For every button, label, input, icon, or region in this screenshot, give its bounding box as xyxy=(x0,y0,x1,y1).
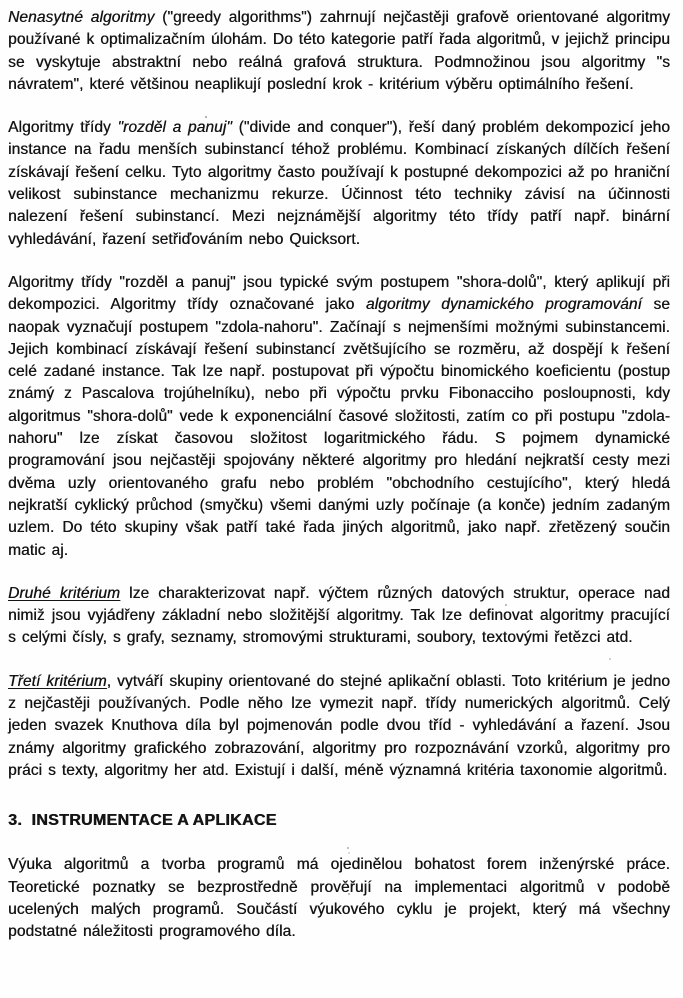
scan-speckles xyxy=(205,116,207,118)
italic-term: "rozděl a panuj" xyxy=(117,119,232,137)
paragraph xyxy=(8,671,670,782)
italic-term: Nenasytné algoritmy xyxy=(8,9,155,26)
text-run: Algoritmy třídy xyxy=(8,119,118,137)
text-run: se naopak vyznačují postupem "zdola-nahoru". Začínají s nejmenšími možnými subinstancemi. Jejich kombinací získávají řešení subinstancí zvětšujícího se rozměru, až dospějí k řešení celé zadané instance. Tak lze např. postupovat při výpočtu binomického koeficientu (postup známý z Pascalova trojúhelníku), nebo při výpočtu prvku Fibonacciho posloupnosti, kdy algoritmus "shora-dolů" vede k exponenciální časové složitosti, zatím co při postupu "zdola-nahoru" lze získat časovou složitost logaritmického řádu. S pojmem dynamické programování jsou nejčastěji spojovány některé algoritmy pro hledání nejkratší cesty mezi dvěma uzly orientovaného grafu nebo problém "obchodního cestujícího", který hledá nejkratší cyklický průchod (smyčku) všemi danými uzly počínaje (a konče) jedním zadaným uzlem. Do této skupiny však patří také řada jiných algoritmů, jako např. zřetězený součin matic aj. xyxy=(8,296,670,559)
paragraph xyxy=(8,272,670,562)
section-heading xyxy=(8,812,670,830)
underlined-term: Druhé kritérium xyxy=(8,584,121,602)
paragraph xyxy=(8,7,670,96)
text-run: ("divide and conquer"), řeší daný problém dekompozicí jeho instance na řadu menších subinstancí téhož problému. Kombinací získaných dílčích řešení získávají řešení celku. Tyto algoritmy často používají k postupné dekompozici až po hraniční velikost subinstance mechanizmu rekurze. Účinnost této techniky závisí na účinnosti nalezení řešení subinstancí. Mezi nejznámější algoritmy této třídy patří např. binární vyhledávání, řazení setřiďováním nebo Quicksort. xyxy=(8,119,670,248)
italic-term: algoritmy dynamického programování xyxy=(365,296,642,314)
document-body xyxy=(8,7,670,943)
paragraph xyxy=(8,854,670,943)
paragraph xyxy=(8,583,670,650)
text-run: Algoritmy třídy "rozděl a panuj" jsou typické svým postupem "shora-dolů", který aplikují při dekompozici. Algoritmy třídy označované jako xyxy=(8,273,670,314)
text-run: 3. INSTRUMENTACE A APLIKACE xyxy=(8,812,277,830)
text-run: lze charakterizovat např. výčtem různých datových struktur, operace nad nimiž jsou vyjádřeny základní nebo složitější algoritmy. Tak lze definovat algoritmy pracující s celými čísly, s grafy, seznamy, stromovými strukturami, soubory, textovými řetězci atd. xyxy=(8,584,670,647)
text-run: Výuka algoritmů a tvorba programů má ojedinělou bohatost forem inženýrské práce. Teoretické poznatky se bezprostředně prověřují na implementaci algoritmů v podobě ucelených malých programů. Součástí výukového cyklu je projekt, který má všechny podstatné náležitosti programového díla. xyxy=(8,856,670,941)
underlined-term: Třetí kritérium xyxy=(8,672,107,690)
text-run: , vytváří skupiny orientované do stejné aplikační oblasti. Toto kritérium je jedno z nejčastěji používaných. Podle něho lze vymezit např. třídy numerických algoritmů. Celý jeden svazek Knuthova díla byl pojmenován podle dvou tříd - vyhledávání a řazení. Jsou známy algoritmy grafického zobrazování, algoritmy pro rozpoznávání vzorků, algoritmy pro práci s texty, algoritmy her atd. Existují i další, méně významná kritéria taxonomie algoritmů. xyxy=(8,672,670,779)
text-run: ("greedy algorithms") zahrnují nejčastěji grafově orientované algoritmy používané k optimalizačním úlohám. Do této kategorie patří řada algoritmů, v jejichž principu se vyskytuje abstraktní nebo reálná grafová struktura. Podmnožinou jsou algoritmy "s návratem", které většinou neaplikují poslední krok - kritérium výběru optimálního řešení. xyxy=(8,9,670,93)
paragraph xyxy=(8,117,670,251)
